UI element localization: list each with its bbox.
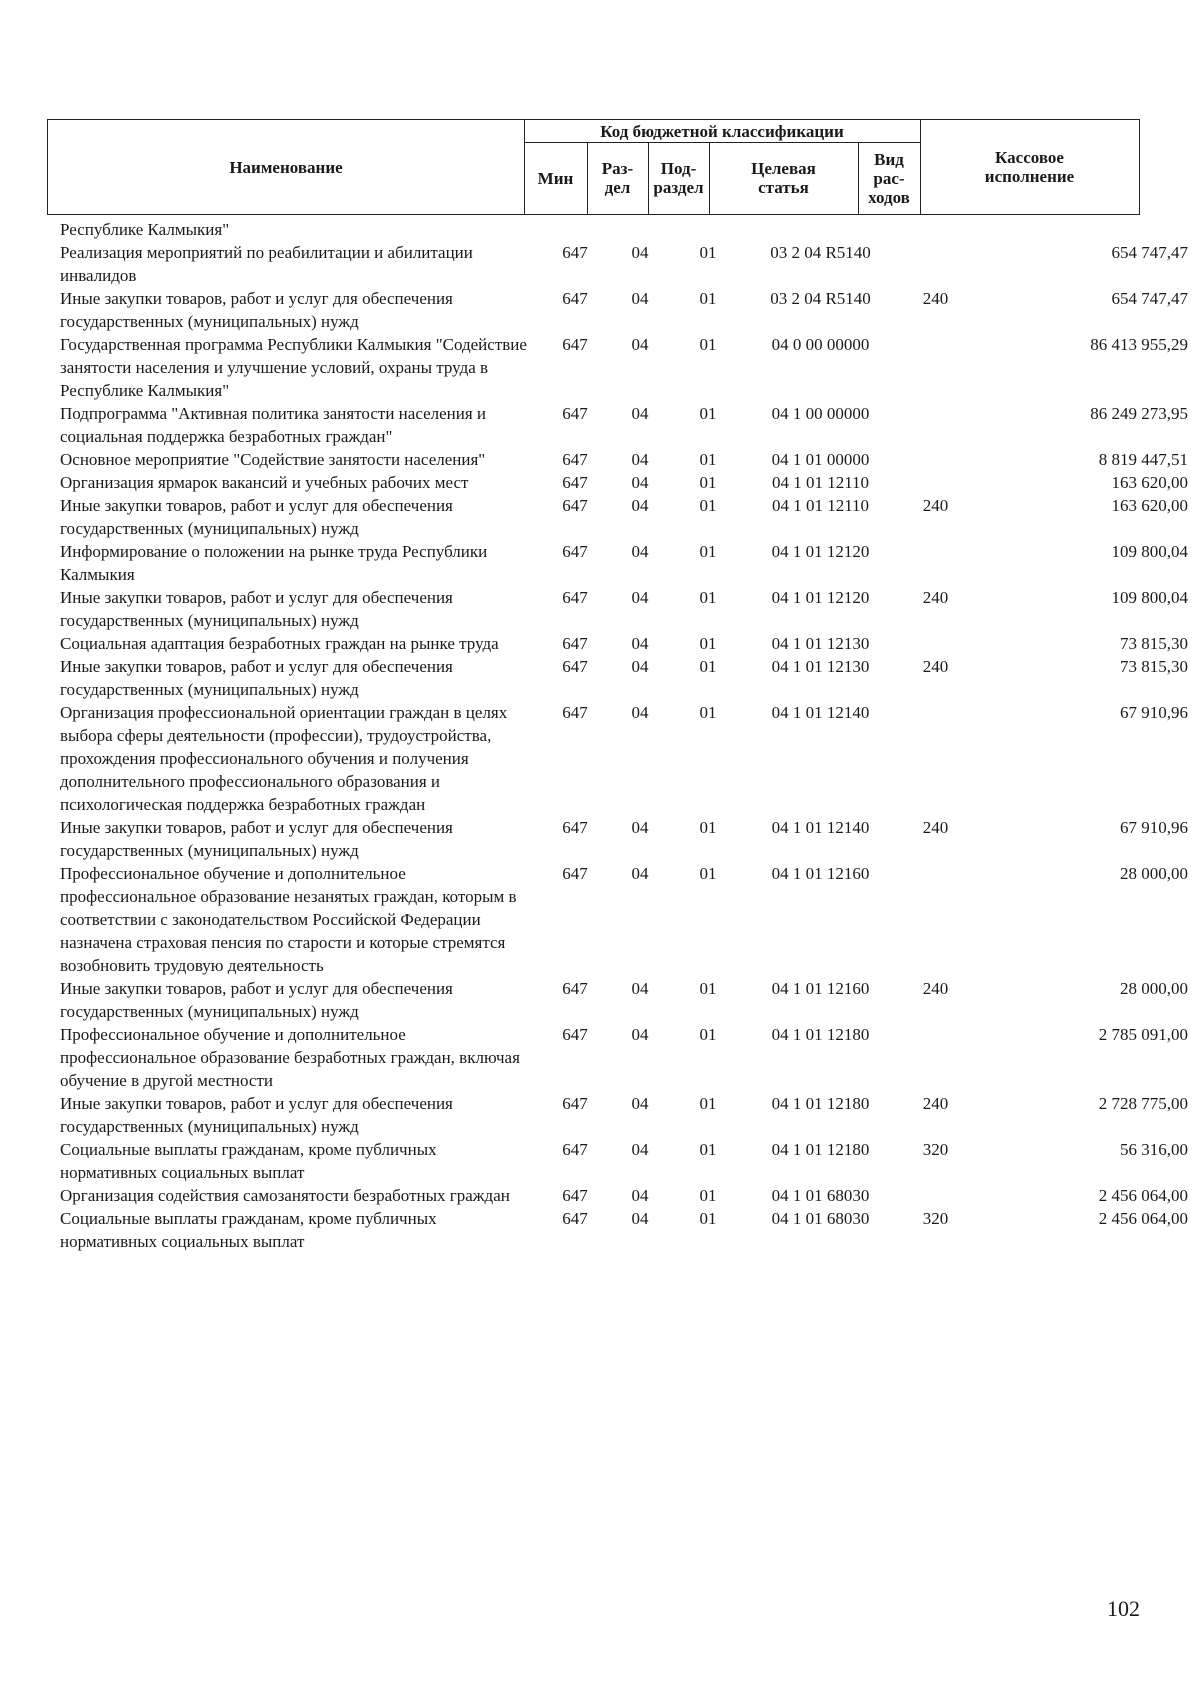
- row-min: 647: [562, 979, 588, 998]
- row-vid: 240: [922, 818, 949, 837]
- row-sum: 86 249 273,95: [1090, 404, 1188, 423]
- row-target: 04 1 01 12140: [771, 703, 870, 722]
- row-name: Социальная адаптация безработных граждан на рынке труда: [60, 634, 499, 653]
- table-row: [60, 287, 1188, 333]
- row-min: 647: [562, 818, 588, 837]
- row-sum: 73 815,30: [1120, 657, 1188, 676]
- row-min: 647: [562, 1186, 588, 1205]
- row-name: Социальные выплаты гражданам, кроме публичных нормативных социальных выплат: [60, 1140, 437, 1182]
- row-podrazdel: 01: [699, 657, 717, 676]
- row-min: 647: [562, 657, 588, 676]
- header-name-label: Наименование: [229, 157, 343, 177]
- row-sum: 163 620,00: [1111, 496, 1188, 515]
- row-target: 03 2 04 R5140: [770, 243, 871, 262]
- row-name: Иные закупки товаров, работ и услуг для обеспечения государственных (муниципальных) нужд: [60, 657, 453, 699]
- table-row: [60, 494, 1188, 540]
- row-name: Иные закупки товаров, работ и услуг для обеспечения государственных (муниципальных) нужд: [60, 979, 453, 1021]
- row-razdel: 04: [631, 335, 649, 354]
- header-name: [48, 120, 524, 214]
- row-podrazdel: 01: [699, 1025, 717, 1044]
- row-vid: 240: [922, 1094, 949, 1113]
- row-min: 647: [562, 243, 588, 262]
- table-row: [60, 586, 1188, 632]
- row-podrazdel: 01: [699, 588, 717, 607]
- row-podrazdel: 01: [699, 450, 717, 469]
- row-podrazdel: 01: [699, 818, 717, 837]
- table-row: [60, 1138, 1188, 1184]
- row-sum: 654 747,47: [1111, 243, 1188, 262]
- row-podrazdel: 01: [699, 473, 717, 492]
- row-podrazdel: 01: [699, 1186, 717, 1205]
- row-vid: 320: [922, 1140, 949, 1159]
- header-razdel-line1: Раз-: [601, 159, 634, 178]
- row-min: 647: [562, 404, 588, 423]
- row-name: Иные закупки товаров, работ и услуг для обеспечения государственных (муниципальных) нужд: [60, 496, 453, 538]
- header-min: [524, 142, 587, 214]
- row-podrazdel: 01: [699, 1140, 717, 1159]
- row-target: 04 1 01 12130: [771, 657, 870, 676]
- header-target-line1: Целевая: [751, 159, 816, 178]
- row-name: Республике Калмыкия": [60, 220, 230, 239]
- header-target: [709, 142, 858, 214]
- header-razdel: [587, 142, 648, 214]
- row-target: 04 1 01 12180: [771, 1094, 870, 1113]
- row-min: 647: [562, 864, 588, 883]
- row-podrazdel: 01: [699, 1094, 717, 1113]
- row-razdel: 04: [631, 404, 649, 423]
- row-target: 04 1 01 68030: [771, 1186, 870, 1205]
- row-min: 647: [562, 1209, 588, 1228]
- row-razdel: 04: [631, 588, 649, 607]
- row-podrazdel: 01: [699, 864, 717, 883]
- header-vid: [858, 142, 920, 214]
- row-min: 647: [562, 450, 588, 469]
- row-sum: 73 815,30: [1120, 634, 1188, 653]
- row-target: 04 1 01 12110: [771, 496, 870, 515]
- row-target: 04 1 01 12110: [771, 473, 870, 492]
- row-name: Иные закупки товаров, работ и услуг для обеспечения государственных (муниципальных) нужд: [60, 818, 453, 860]
- row-razdel: 04: [631, 496, 649, 515]
- row-target: 04 1 01 12160: [771, 864, 870, 883]
- table-row: [60, 241, 1188, 287]
- header-podrazdel: [648, 142, 709, 214]
- row-min: 647: [562, 634, 588, 653]
- table-row: [60, 218, 1140, 241]
- row-min: 647: [562, 289, 588, 308]
- row-min: 647: [562, 542, 588, 561]
- row-sum: 86 413 955,29: [1090, 335, 1188, 354]
- row-razdel: 04: [631, 818, 649, 837]
- row-podrazdel: 01: [699, 1209, 717, 1228]
- row-target: 04 0 00 00000: [771, 335, 870, 354]
- row-razdel: 04: [631, 979, 649, 998]
- row-podrazdel: 01: [699, 542, 717, 561]
- row-name: Иные закупки товаров, работ и услуг для обеспечения государственных (муниципальных) нужд: [60, 289, 453, 331]
- row-name: Реализация мероприятий по реабилитации и абилитации инвалидов: [60, 243, 473, 285]
- row-razdel: 04: [631, 864, 649, 883]
- row-target: 04 1 01 12140: [771, 818, 870, 837]
- row-target: 04 1 01 12120: [771, 542, 870, 561]
- row-sum: 2 785 091,00: [1098, 1025, 1188, 1044]
- table-row: [60, 655, 1188, 701]
- row-name: Социальные выплаты гражданам, кроме публичных нормативных социальных выплат: [60, 1209, 437, 1251]
- table-row: [60, 333, 1188, 402]
- table-row: [60, 1023, 1188, 1092]
- table-row: [60, 862, 1188, 977]
- table-row: [60, 816, 1188, 862]
- table-row: [60, 701, 1188, 816]
- row-sum: 2 456 064,00: [1098, 1186, 1188, 1205]
- row-min: 647: [562, 1140, 588, 1159]
- row-razdel: 04: [631, 1209, 649, 1228]
- row-name: Государственная программа Республики Калмыкия "Содействие занятости населения и улучшение условий, охраны труда в Республике Калмыкия": [60, 335, 527, 400]
- row-sum: 163 620,00: [1111, 473, 1188, 492]
- row-target: 04 1 01 68030: [771, 1209, 870, 1228]
- table-body: [60, 218, 1188, 1253]
- row-vid: 240: [922, 979, 949, 998]
- row-sum: 67 910,96: [1120, 703, 1188, 722]
- row-name: Организация содействия самозанятости безработных граждан: [60, 1186, 510, 1205]
- header-podrazdel-line2: раздел: [653, 178, 704, 197]
- row-sum: 8 819 447,51: [1098, 450, 1188, 469]
- header-target-line2: статья: [758, 178, 809, 197]
- row-podrazdel: 01: [699, 289, 717, 308]
- row-target: 04 1 01 12180: [771, 1140, 870, 1159]
- row-min: 647: [562, 1025, 588, 1044]
- header-sum: [920, 120, 1139, 214]
- row-sum: 654 747,47: [1111, 289, 1188, 308]
- header-group: [524, 120, 920, 142]
- row-razdel: 04: [631, 1094, 649, 1113]
- row-target: 03 2 04 R5140: [770, 289, 871, 308]
- row-name: Организация ярмарок вакансий и учебных рабочих мест: [60, 473, 469, 492]
- header-podrazdel-line1: Под-: [660, 159, 697, 178]
- row-min: 647: [562, 335, 588, 354]
- table-row: [60, 1092, 1188, 1138]
- row-vid: 240: [922, 657, 949, 676]
- row-sum: 109 800,04: [1111, 542, 1188, 561]
- row-name: Профессиональное обучение и дополнительное профессиональное образование безработных граждан, включая обучение в другой местности: [60, 1025, 520, 1090]
- row-razdel: 04: [631, 473, 649, 492]
- row-razdel: 04: [631, 634, 649, 653]
- table-row: [60, 402, 1188, 448]
- page-number: 102: [1107, 1596, 1140, 1621]
- row-razdel: 04: [631, 289, 649, 308]
- row-min: 647: [562, 496, 588, 515]
- table-row: [60, 448, 1188, 471]
- row-min: 647: [562, 473, 588, 492]
- row-name: Организация профессиональной ориентации граждан в целях выбора сферы деятельности (профессии), трудоустройства, прохождения профессионального обучения и получения дополнительного профессионального образования и психологическая поддержка безработных граждан: [60, 703, 508, 814]
- row-vid: 240: [922, 588, 949, 607]
- row-podrazdel: 01: [699, 979, 717, 998]
- row-target: 04 1 00 00000: [771, 404, 870, 423]
- row-sum: 28 000,00: [1120, 864, 1188, 883]
- row-razdel: 04: [631, 1025, 649, 1044]
- row-target: 04 1 01 12180: [771, 1025, 870, 1044]
- table-row: [60, 1207, 1188, 1253]
- row-name: Подпрограмма "Активная политика занятости населения и социальная поддержка безработных граждан": [60, 404, 487, 446]
- row-podrazdel: 01: [699, 496, 717, 515]
- row-sum: 67 910,96: [1120, 818, 1188, 837]
- table-row: [60, 632, 1188, 655]
- row-razdel: 04: [631, 542, 649, 561]
- row-target: 04 1 01 12130: [771, 634, 870, 653]
- row-vid: 240: [922, 496, 949, 515]
- table-header: [47, 119, 1140, 215]
- row-name: Иные закупки товаров, работ и услуг для обеспечения государственных (муниципальных) нужд: [60, 588, 453, 630]
- row-sum: 28 000,00: [1120, 979, 1188, 998]
- row-sum: 2 728 775,00: [1098, 1094, 1188, 1113]
- row-podrazdel: 01: [699, 404, 717, 423]
- header-razdel-line2: дел: [604, 178, 631, 197]
- header-sum-line1: Кассовое: [995, 148, 1064, 167]
- row-target: 04 1 01 12160: [771, 979, 870, 998]
- row-razdel: 04: [631, 243, 649, 262]
- table-row: [60, 471, 1188, 494]
- row-podrazdel: 01: [699, 243, 717, 262]
- row-name: Иные закупки товаров, работ и услуг для обеспечения государственных (муниципальных) нужд: [60, 1094, 453, 1136]
- row-podrazdel: 01: [699, 634, 717, 653]
- header-min-label: Мин: [537, 168, 574, 188]
- table-row: [60, 977, 1188, 1023]
- row-sum: 56 316,00: [1120, 1140, 1188, 1159]
- header-vid-line2: рас-: [873, 168, 905, 188]
- row-sum: 109 800,04: [1111, 588, 1188, 607]
- row-razdel: 04: [631, 1140, 649, 1159]
- header-sum-line2: исполнение: [984, 167, 1075, 186]
- row-sum: 2 456 064,00: [1098, 1209, 1188, 1228]
- row-name: Профессиональное обучение и дополнительное профессиональное образование незанятых граждан, которым в соответствии с законодательством Российской Федерации назначена страховая пенсия по старости и которые стремятся возобновить трудовую деятельность: [60, 864, 517, 975]
- row-razdel: 04: [631, 1186, 649, 1205]
- table-row: [60, 540, 1188, 586]
- row-min: 647: [562, 1094, 588, 1113]
- row-razdel: 04: [631, 657, 649, 676]
- row-name: Основное мероприятие "Содействие занятости населения": [60, 450, 486, 469]
- row-podrazdel: 01: [699, 335, 717, 354]
- header-group-label: Код бюджетной классификации: [600, 121, 844, 141]
- row-min: 647: [562, 588, 588, 607]
- row-min: 647: [562, 703, 588, 722]
- row-razdel: 04: [631, 450, 649, 469]
- row-target: 04 1 01 00000: [771, 450, 870, 469]
- row-vid: 320: [922, 1209, 949, 1228]
- row-podrazdel: 01: [699, 703, 717, 722]
- row-name: Информирование о положении на рынке труда Республики Калмыкия: [60, 542, 488, 584]
- header-vid-line3: ходов: [868, 187, 910, 207]
- table-row: [60, 1184, 1188, 1207]
- row-vid: 240: [922, 289, 949, 308]
- row-razdel: 04: [631, 703, 649, 722]
- row-target: 04 1 01 12120: [771, 588, 870, 607]
- header-vid-line1: Вид: [874, 149, 904, 169]
